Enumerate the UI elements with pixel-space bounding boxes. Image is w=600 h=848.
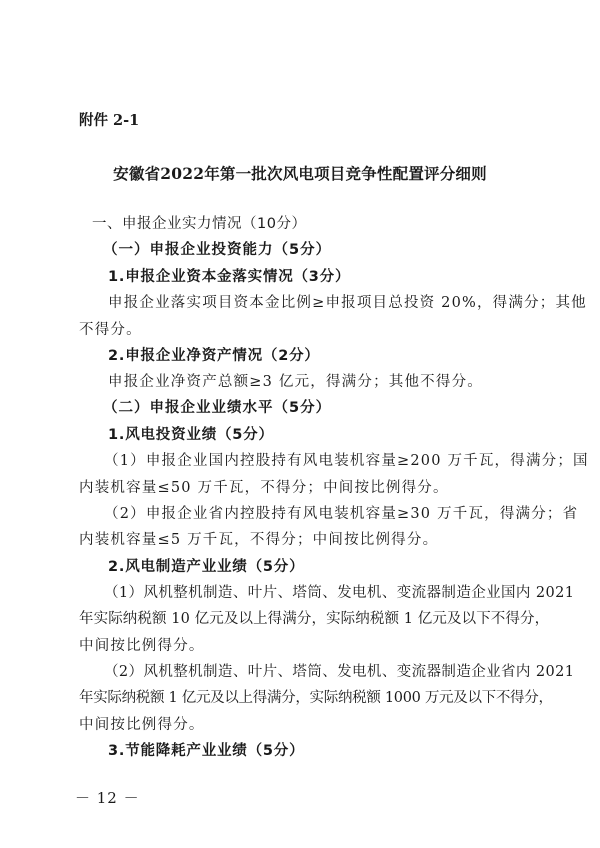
section-1-heading: 一、申报企业实力情况（10分）: [92, 216, 307, 232]
item-4-para2-line3: 中间按比例得分。: [79, 717, 205, 733]
item-2-heading: 2.申报企业净资产情况（2分）: [108, 348, 320, 364]
attachment-label: 附件 2-1: [79, 112, 140, 129]
item-3-heading: 1.风电投资业绩（5分）: [108, 427, 274, 443]
document-title: 安徽省2022年第一批次风电项目竞争性配置评分细则: [113, 164, 487, 183]
item-3-para1-line2: 内装机容量≤50 万千瓦，不得分；中间按比例得分。: [79, 480, 449, 496]
item-3-para2-line2: 内装机容量≤5 万千瓦，不得分；中间按比例得分。: [79, 532, 439, 548]
item-3-para2-line1: （2）申报企业省内控股持有风电装机容量≥30 万千瓦，得满分；省: [104, 506, 579, 522]
subsection-2-heading: （二）申报企业业绩水平（5分）: [103, 400, 332, 416]
item-1-text-line2: 不得分。: [79, 322, 142, 338]
item-1-text-line1: 申报企业落实项目资本金比例≥申报项目总投资 20%，得满分；其他: [108, 295, 587, 311]
item-1-heading: 1.申报企业资本金落实情况（3分）: [108, 269, 351, 285]
subsection-1-heading: （一）申报企业投资能力（5分）: [103, 242, 332, 258]
item-3-para1-line1: （1）申报企业国内控股持有风电装机容量≥200 万千瓦，得满分；国: [104, 453, 589, 469]
item-4-para2-line1: （2）风机整机制造、叶片、塔筒、发电机、变流器制造企业省内 2021: [104, 664, 575, 680]
item-4-para1-line2: 年实际纳税额 10 亿元及以上得满分，实际纳税额 1 亿元及以下不得分，: [79, 611, 550, 627]
item-4-heading: 2.风电制造产业业绩（5分）: [108, 559, 305, 575]
item-4-para2-line2: 年实际纳税额 1 亿元及以上得满分，实际纳税额 1000 万元及以下不得分，: [79, 690, 553, 706]
item-5-heading: 3.节能降耗产业业绩（5分）: [108, 743, 305, 759]
page-number: － 12 －: [75, 789, 140, 807]
item-4-para1-line1: （1）风机整机制造、叶片、塔筒、发电机、变流器制造企业国内 2021: [104, 585, 575, 601]
item-4-para1-line3: 中间按比例得分。: [79, 638, 205, 654]
item-2-text-line1: 申报企业净资产总额≥3 亿元，得满分；其他不得分。: [108, 374, 483, 390]
